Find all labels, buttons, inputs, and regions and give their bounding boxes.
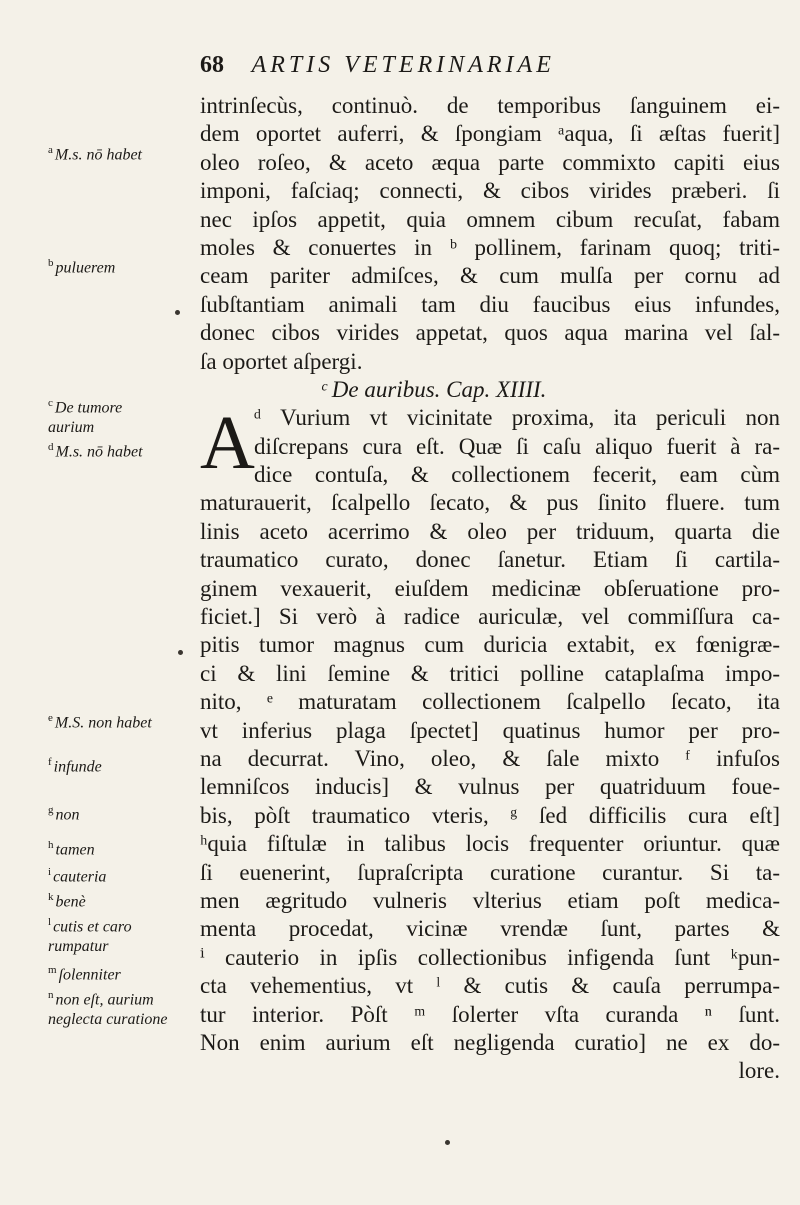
text-line: bis, pòſt traumatico vteris, ᵍ ſed difficilis cura eſt] <box>200 802 780 828</box>
margin-note-k: $^k$ benè <box>48 891 86 911</box>
text-line: ceam pariter admiſces, & cum mulſa per cornu ad <box>200 263 780 289</box>
margin-note-a: $^a$ M.s. nō habet <box>48 144 142 164</box>
text-line: dem oportet auferri, & ſpongiam ᵃaqua, ſi æſtas fuerit] <box>200 121 780 147</box>
margin-note-l: $^l$ cutis et caro rumpatur <box>48 916 132 956</box>
text-line: Non enim aurium eſt negligenda curatio] ne ex do- <box>200 1029 780 1055</box>
text-line: dice contuſa, & collectionem fecerit, eam cùm <box>254 462 780 488</box>
chapter-heading: ᶜ De auribus. Cap. XIIII. <box>320 376 547 402</box>
text-line: imponi, faſciaq; connecti, & cibos virides præberi. ſi <box>200 178 780 204</box>
margin-note-h: $^h$ tamen <box>48 839 95 859</box>
text-line: nec ipſos appetit, quia omnem cibum recuſat, fabam <box>200 206 780 232</box>
text-line: moles & conuertes in ᵇ pollinem, farinam quoq; triti- <box>200 234 780 260</box>
text-line: maturauerit, ſcalpello ſecato, & pus ſinito fluere. tum <box>200 490 780 516</box>
text-line: lemniſcos inducis] & vulnus per quatriduum foue- <box>200 774 780 800</box>
drop-cap: A <box>200 401 255 485</box>
text-line: ᵈ Vurium vt vicinitate proxima, ita periculi non <box>254 405 780 431</box>
margin-note-e: $^e$ M.S. non habet <box>48 712 152 732</box>
margin-note-d: $^d$ M.s. nō habet <box>48 441 143 461</box>
text-line: ſi euenerint, ſupraſcripta curatione curantur. Si ta- <box>200 859 780 885</box>
text-line: ʰquia fiſtulæ in talibus locis frequenter oriuntur. quæ <box>200 831 780 857</box>
text-line: lore. <box>738 1058 780 1084</box>
ink-speck <box>178 650 183 655</box>
ink-speck <box>445 1140 450 1145</box>
margin-note-f: $^f$ infunde <box>48 756 102 776</box>
page-number: 68 <box>200 52 224 78</box>
margin-note-n: $^n$ non eſt, aurium neglecta curatione <box>48 989 168 1029</box>
text-line: traumatico curato, donec ſanetur. Etiam ſi cartila- <box>200 547 780 573</box>
text-line: linis aceto acerrimo & oleo per triduum, quarta die <box>200 518 780 544</box>
text-line: ginem vexauerit, eiuſdem medicinæ obſeruatione pro- <box>200 575 780 601</box>
margin-note-b: $^b$ puluerem <box>48 257 116 277</box>
text-line: cta vehementius, vt ˡ & cutis & cauſa perrumpa- <box>200 973 780 999</box>
text-line: ⁱ cauterio in ipſis collectionibus infigenda ſunt ᵏpun- <box>200 944 780 970</box>
margin-note-c: $^c$ De tumore aurium <box>48 397 123 437</box>
text-line: nito, ᵉ maturatam collectionem ſcalpello ſecato, ita <box>200 689 780 715</box>
text-line: intrinſecùs, continuò. de temporibus ſanguinem ei- <box>200 93 780 118</box>
text-line: ſubſtantiam animali tam diu faucibus eius infundes, <box>200 291 780 317</box>
ink-speck <box>175 310 180 315</box>
text-line: pitis tumor magnus cum duricia extabit, ex fœnigræ- <box>200 632 780 658</box>
margin-note-i: $^i$ cauteria <box>48 866 107 886</box>
margin-note-g: $^g$ non <box>48 804 80 824</box>
text-line: na decurrat. Vino, oleo, & ſale mixto ᶠ infuſos <box>200 745 780 771</box>
text-line: ci & lini ſemine & tritici polline cataplaſma impo- <box>200 660 780 686</box>
text-line: donec cibos virides appetat, quos aqua marina vel ſal- <box>200 320 780 346</box>
text-line: men ægritudo vulneris vlterius etiam poſt medica- <box>200 887 780 913</box>
running-title: ARTIS VETERINARIAE <box>251 52 555 78</box>
text-line: vt inferius plaga ſpectet] quatinus humor per pro- <box>200 717 780 743</box>
main-text <box>200 92 780 1086</box>
running-header <box>200 52 760 79</box>
text-line: menta procedat, vicinæ vrendæ ſunt, partes & <box>200 916 780 942</box>
text-line: tur interior. Pòſt ᵐ ſolerter vſta curanda ⁿ ſunt. <box>200 1001 780 1027</box>
text-line: ſa oportet aſpergi. <box>200 348 363 374</box>
margin-note-m: $^m$ ſolenniter <box>48 964 121 984</box>
text-line: oleo roſeo, & aceto æqua parte commixto capiti eius <box>200 149 780 175</box>
text-line: ficiet.] Si verò à radice auriculæ, vel commiſſura ca- <box>200 604 780 630</box>
text-line: diſcrepans cura eſt. Quæ ſi caſu aliquo fuerit à ra- <box>254 433 780 459</box>
